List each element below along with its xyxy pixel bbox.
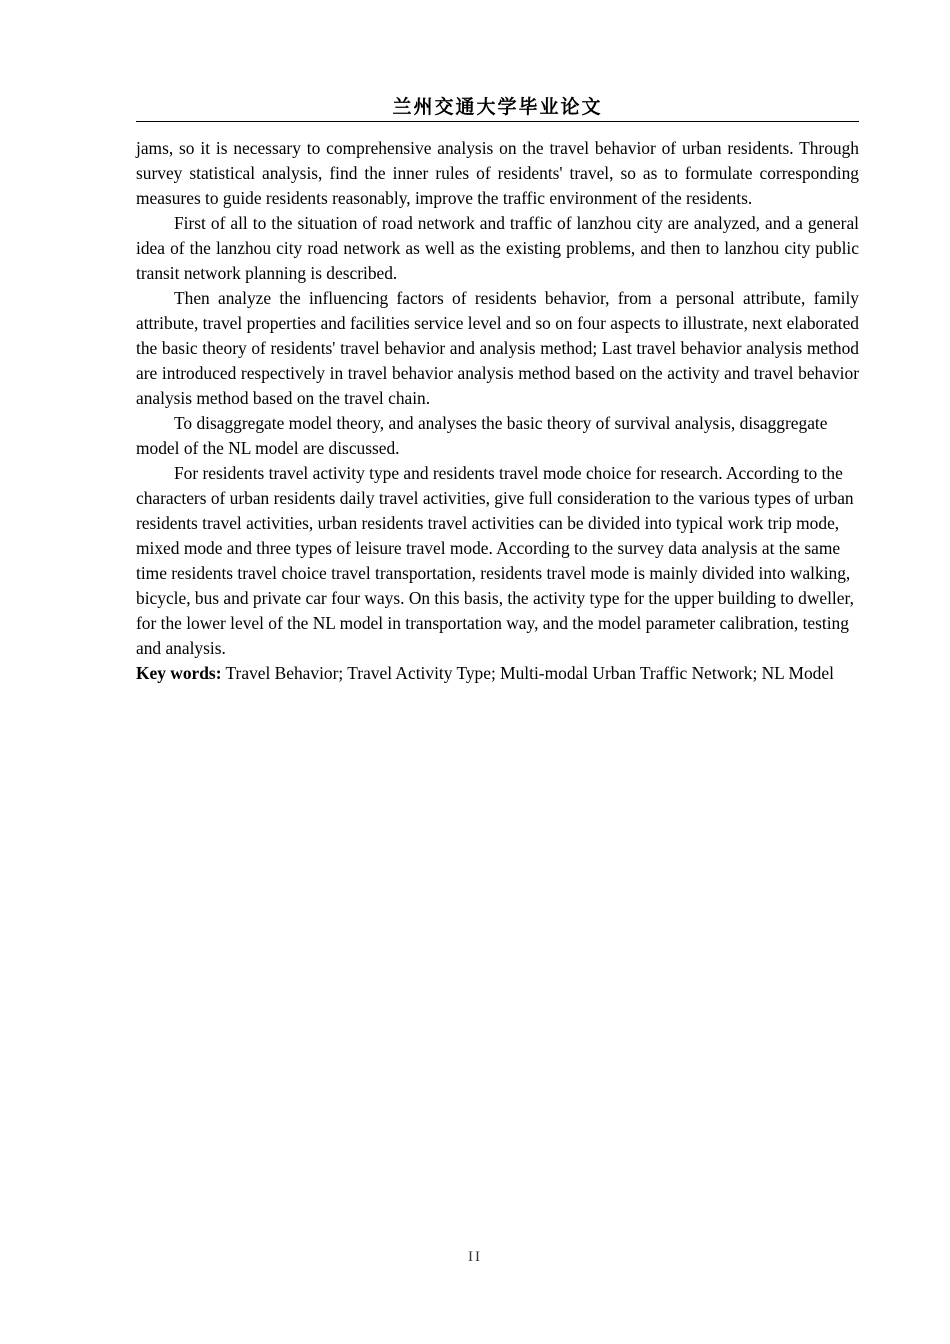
paragraph-activity-type: For residents travel activity type and residents travel mode choice for research. According to the characters of urban residents daily travel activities, give full consideration to the various types of urban residents travel activities, urban residents travel activities can be divided into typical work trip mode, mixed mode and three types of leisure travel mode. According to the survey data analysis at the same time residents travel choice travel transportation, residents travel mode is mainly divided into walking, bicycle, bus and private car four ways. On this basis, the activity type for the upper building to dweller, for the lower level of the NL model in transportation way, and the model parameter calibration, testing and analysis. xyxy=(136,463,854,658)
paragraph-continuation: jams, so it is necessary to comprehensive analysis on the travel behavior of urban residents. Through survey statistical analysis, find the inner rules of residents' travel, so as to formulate corresponding measures to guide residents reasonably, improve the traffic environment of the residents. xyxy=(136,138,859,208)
paragraph-road-network: First of all to the situation of road network and traffic of lanzhou city are analyzed, and a general idea of the lanzhou city road network as well as the existing problems, and then to lanzhou city public transit network planning is described. xyxy=(136,213,859,283)
page-number: II xyxy=(468,1249,482,1265)
page-header xyxy=(136,93,859,122)
paragraph-disaggregate-model: To disaggregate model theory, and analyses the basic theory of survival analysis, disaggregate model of the NL model are discussed. xyxy=(136,413,828,458)
keywords-label: Key words: xyxy=(136,663,222,683)
keywords xyxy=(136,661,859,686)
keywords-text: Travel Behavior; Travel Activity Type; Multi-modal Urban Traffic Network; NL Model xyxy=(225,663,834,683)
abstract-body xyxy=(136,136,859,686)
university-thesis-title: 兰州交通大学毕业论文 xyxy=(392,96,603,118)
paragraph-influencing-factors: Then analyze the influencing factors of residents behavior, from a personal attribute, family attribute, travel properties and facilities service level and so on four aspects to illustrate, next elaborated the basic theory of residents' travel behavior and analysis method; Last travel behavior analysis method are introduced respectively in travel behavior analysis method based on the activity and travel behavior analysis method based on the travel chain. xyxy=(136,288,859,408)
